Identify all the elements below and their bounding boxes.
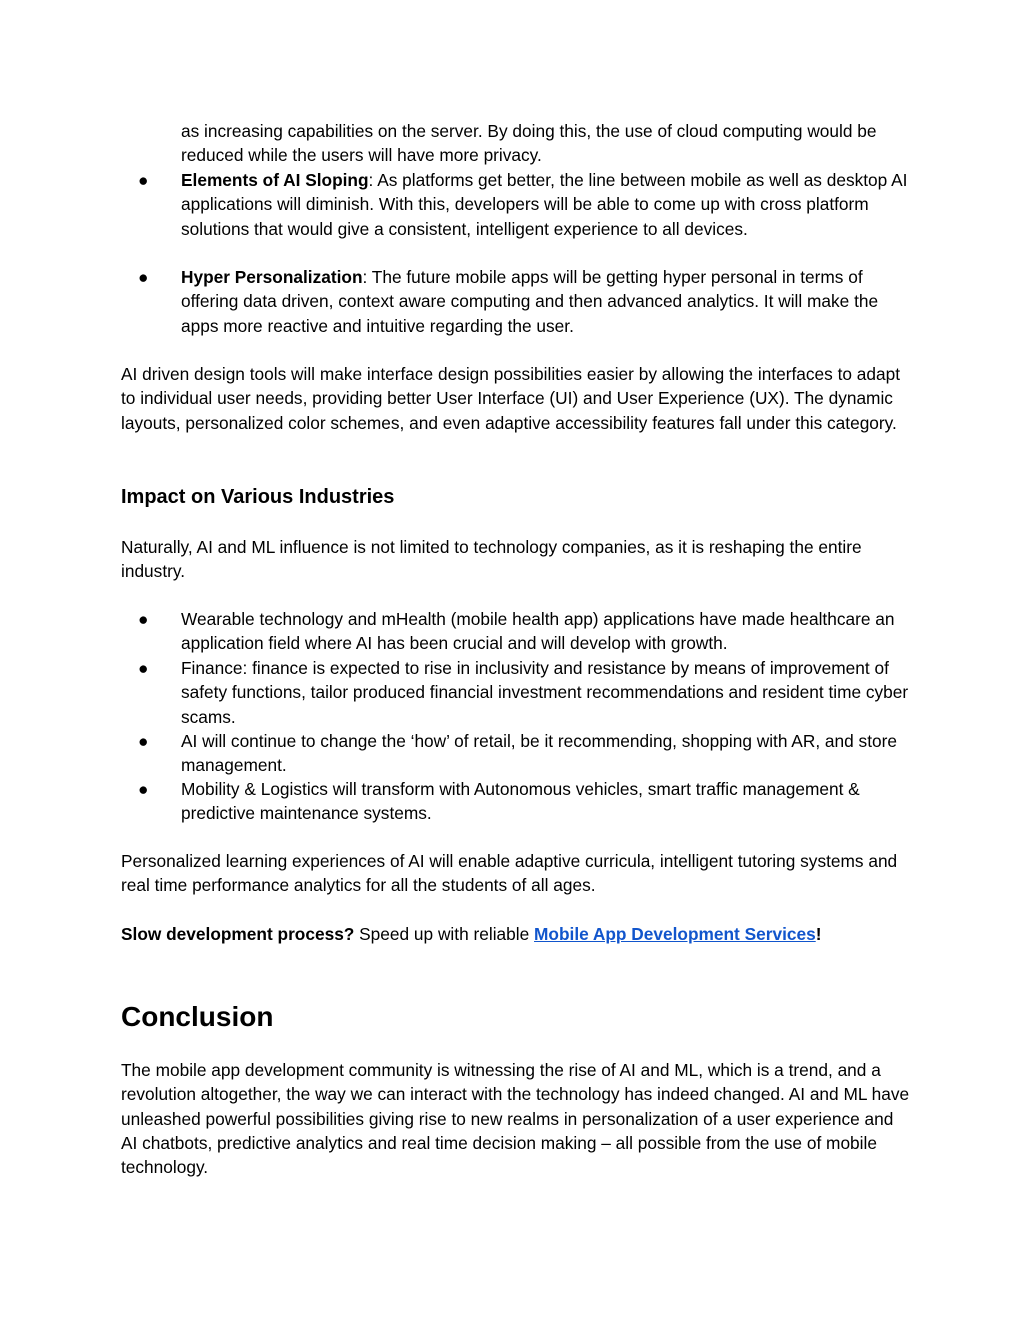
- list-item-term: Elements of AI Sloping: [181, 170, 369, 190]
- list-item-text: Finance: finance is expected to rise in inclusivity and resistance by means of improvement of safety functions, tailor produced financial investment recommendations and resident time cyber scams.: [181, 658, 909, 727]
- list-item-text: AI will continue to change the ‘how’ of retail, be it recommending, shopping with AR, and store management.: [181, 731, 897, 776]
- bullet-icon: ●: [138, 267, 149, 287]
- paragraph-text: AI driven design tools will make interface design possibilities easier by allowing the interfaces to adapt to individual user needs, providing better User Interface (UI) and User Experience (UX). The dynamic layouts, personalized color schemes, and even adaptive accessibility features fall under this category.: [121, 364, 901, 433]
- cta-line: [121, 922, 911, 946]
- learning-paragraph: [121, 849, 911, 898]
- industries-intro: [121, 535, 911, 584]
- list-item-text: [181, 265, 911, 338]
- list-item: [121, 168, 911, 241]
- continuation-paragraph: as increasing capabilities on the server. By doing this, the use of cloud computing would be reduced while the users will have more privacy.: [181, 121, 877, 166]
- paragraph-text: Naturally, AI and ML influence is not limited to technology companies, as it is reshaping the entire industry.: [121, 537, 862, 582]
- paragraph-text: The mobile app development community is witnessing the rise of AI and ML, which is a trend, and a revolution altogether, the way we can interact with the technology has indeed changed. AI and ML have unleashed powerful possibilities giving rise to new realms in personalization of a user experience and AI chatbots, predictive analytics and real time decision making – all possible from the use of mobile technology.: [121, 1060, 910, 1178]
- list-item-term: Hyper Personalization: [181, 267, 363, 287]
- list-item: [121, 729, 911, 778]
- section-heading-industries: Impact on Various Industries: [121, 486, 395, 508]
- bullet-icon: ●: [138, 609, 149, 629]
- list-item: [121, 777, 911, 826]
- conclusion-paragraph: [121, 1058, 911, 1179]
- section-heading-conclusion: Conclusion: [121, 1001, 274, 1032]
- continuation-text: [181, 119, 911, 168]
- list-item-body: : As platforms get better, the line between mobile as well as desktop AI applications will diminish. With this, developers will be able to come up with cross platform solutions that would give a consistent, intelligent experience to all devices.: [181, 170, 908, 239]
- cta-question: Slow development process?: [121, 924, 355, 944]
- list-item-body: : The future mobile apps will be getting hyper personal in terms of offering data driven, context aware computing and then advanced analytics. It will make the apps more reactive and intuitive regarding the user.: [181, 267, 879, 336]
- list-item-text: [181, 168, 911, 241]
- list-item: [121, 265, 911, 338]
- list-item-text: Mobility & Logistics will transform with Autonomous vehicles, smart traffic management & predictive maintenance systems.: [181, 779, 860, 824]
- paragraph-text: Personalized learning experiences of AI will enable adaptive curricula, intelligent tutoring systems and real time performance analytics for all the students of all ages.: [121, 851, 898, 896]
- list-item-text: Wearable technology and mHealth (mobile health app) applications have made healthcare an application field where AI has been crucial and will develop with growth.: [181, 609, 895, 654]
- bullet-icon: ●: [138, 170, 149, 190]
- bullet-icon: ●: [138, 658, 149, 678]
- cta-end: !: [815, 924, 822, 944]
- cta-paragraph: [121, 922, 911, 946]
- bullet-icon: ●: [138, 731, 149, 751]
- bullet-icon: ●: [138, 779, 149, 799]
- design-paragraph: [121, 362, 911, 435]
- mobile-app-development-services-link[interactable]: Mobile App Development Services: [534, 924, 816, 944]
- list-item: [121, 656, 911, 729]
- cta-text: Speed up with reliable: [354, 924, 535, 944]
- list-item: [121, 607, 911, 656]
